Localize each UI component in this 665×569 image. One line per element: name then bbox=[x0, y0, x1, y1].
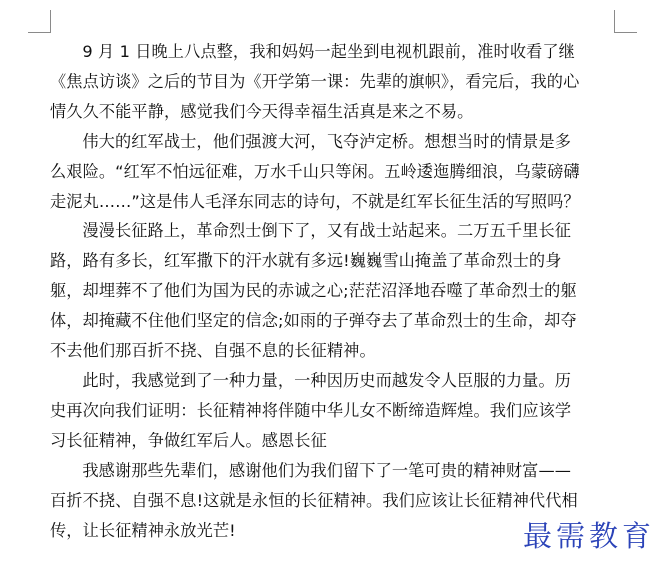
document-body[interactable] bbox=[50, 37, 586, 545]
paragraph-1[interactable]: 9 月 1 日晚上八点整，我和妈妈一起坐到电视机跟前，准时收看了继《焦点访谈》之后的节目为《开学第一课：先辈的旗帜》，看完后，我的心情久久不能平静，感觉我们今天得幸福生活真是来之不易。 bbox=[50, 42, 580, 121]
top-right-corner-mark bbox=[614, 10, 637, 33]
paragraph-2[interactable]: 伟大的红军战士，他们强渡大河，飞夺泸定桥。想想当时的情景是多么艰险。“红军不怕远征难，万水千山只等闲。五岭逶迤腾细浪，乌蒙磅礴走泥丸……”这是伟人毛泽东同志的诗句，不就是红军长征生活的写照吗？ bbox=[50, 131, 580, 211]
top-left-corner-mark bbox=[28, 10, 51, 33]
paragraph-4[interactable]: 此时，我感觉到了一种力量，一种因历史而越发令人臣服的力量。历史再次向我们证明：长征精神将伴随中华儿女不断缔造辉煌。我们应该学习长征精神，争做红军后人。感恩长征 bbox=[50, 370, 572, 450]
watermark-logo: 最需教育 bbox=[522, 519, 655, 553]
paragraph-5[interactable]: 我感谢那些先辈们，感谢他们为我们留下了一笔可贵的精神财富——百折不挠、自强不息!这就是永恒的长征精神。我们应该让长征精神代代相传，让长征精神永放光芒! bbox=[50, 460, 578, 540]
paragraph-3[interactable]: 漫漫长征路上，革命烈士倒下了，又有战士站起来。二万五千里长征路，路有多长，红军撒下的汗水就有多远!巍巍雪山掩盖了革命烈士的身躯，却埋葬不了他们为国为民的赤诚之心;茫茫沼泽地吞噬了革命烈士的躯体，却掩藏不住他们坚定的信念;如雨的子弹夺去了革命烈士的生命，却夺不去他们那百折不挠、自强不息的长征精神。 bbox=[50, 221, 577, 361]
